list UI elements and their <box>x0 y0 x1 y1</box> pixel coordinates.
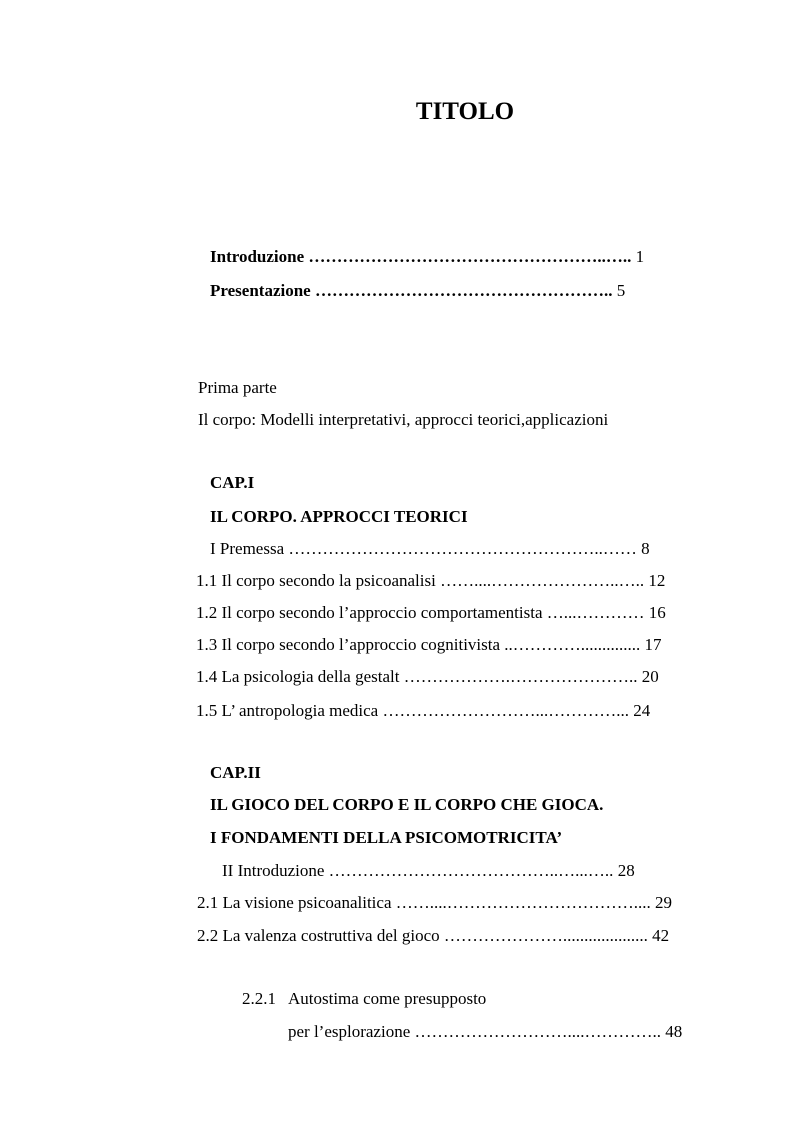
toc-entry-text: 2.2 La valenza costruttiva del gioco ………………….................... <box>197 926 648 945</box>
toc-subsection-line1: Autostima come presupposto <box>288 989 487 1008</box>
toc-entry-2-1[interactable] <box>197 894 672 911</box>
chapter1-title: IL CORPO. APPROCCI TEORICI <box>210 507 468 526</box>
toc-entry-1-5[interactable] <box>196 702 650 719</box>
toc-entry-text: 1.5 L’ antropologia medica ………………………...…………... <box>196 701 629 720</box>
toc-entry-presentazione[interactable] <box>210 282 625 299</box>
toc-entry-text: 1.3 Il corpo secondo l’approccio cognitivista ..………….............. <box>196 635 641 654</box>
toc-entry-text: Introduzione ……………………………………………..….. <box>210 247 632 266</box>
toc-entry-introduzione[interactable] <box>210 248 644 265</box>
toc-entry-1-2[interactable] <box>196 604 666 621</box>
toc-entry-page: 42 <box>652 926 670 945</box>
toc-entry-page: 28 <box>617 861 635 880</box>
toc-entry-page: 5 <box>616 281 626 300</box>
toc-entry-page: 17 <box>644 635 662 654</box>
toc-entry-2-2[interactable] <box>197 927 669 944</box>
toc-entry-text: per l’esplorazione ………………………....………….. <box>288 1022 661 1041</box>
toc-entry-1-1[interactable] <box>196 572 665 589</box>
toc-entry-page: 16 <box>648 603 666 622</box>
chapter2-title-line2: I FONDAMENTI DELLA PSICOMOTRICITA’ <box>210 828 563 847</box>
toc-entry-text: 2.1 La visione psicoanalitica ……....…………………………….... <box>197 893 651 912</box>
toc-entry-premessa[interactable] <box>210 540 650 557</box>
toc-entry-text: Presentazione …………………………………………….. <box>210 281 613 300</box>
toc-entry-page: 8 <box>641 539 650 558</box>
toc-entry-text: I Premessa ………………………………………………..…… <box>210 539 637 558</box>
toc-entry-page: 20 <box>641 667 659 686</box>
toc-entry-text: 1.1 Il corpo secondo la psicoanalisi ……....…………………..….. <box>196 571 645 590</box>
toc-entry-text: II Introduzione …………………………………..…...….. <box>222 861 614 880</box>
toc-entry-text: 1.4 La psicologia della gestalt ……………….………………….. <box>196 667 638 686</box>
toc-entry-text: 1.2 Il corpo secondo l’approccio comportamentista …...………… <box>196 603 645 622</box>
part-subtitle: Il corpo: Modelli interpretativi, approcci teorici,applicazioni <box>198 410 609 429</box>
toc-entry-introduzione-2[interactable] <box>222 862 635 879</box>
toc-entry-page: 48 <box>665 1022 683 1041</box>
toc-entry-page: 24 <box>633 701 651 720</box>
toc-entry-page: 29 <box>655 893 672 912</box>
toc-entry-1-3[interactable] <box>196 636 662 653</box>
chapter1-label: CAP.I <box>210 473 255 492</box>
toc-entry-1-4[interactable] <box>196 668 659 685</box>
toc-entry-2-2-1[interactable] <box>288 1023 682 1040</box>
page-title: TITOLO <box>415 98 515 125</box>
part-label: Prima parte <box>198 378 277 397</box>
toc-entry-page: 12 <box>648 571 666 590</box>
toc-subsection-number: 2.2.1 <box>242 989 276 1008</box>
chapter2-title-line1: IL GIOCO DEL CORPO E IL CORPO CHE GIOCA. <box>210 795 604 814</box>
toc-entry-page: 1 <box>635 247 645 266</box>
chapter2-label: CAP.II <box>210 763 261 782</box>
